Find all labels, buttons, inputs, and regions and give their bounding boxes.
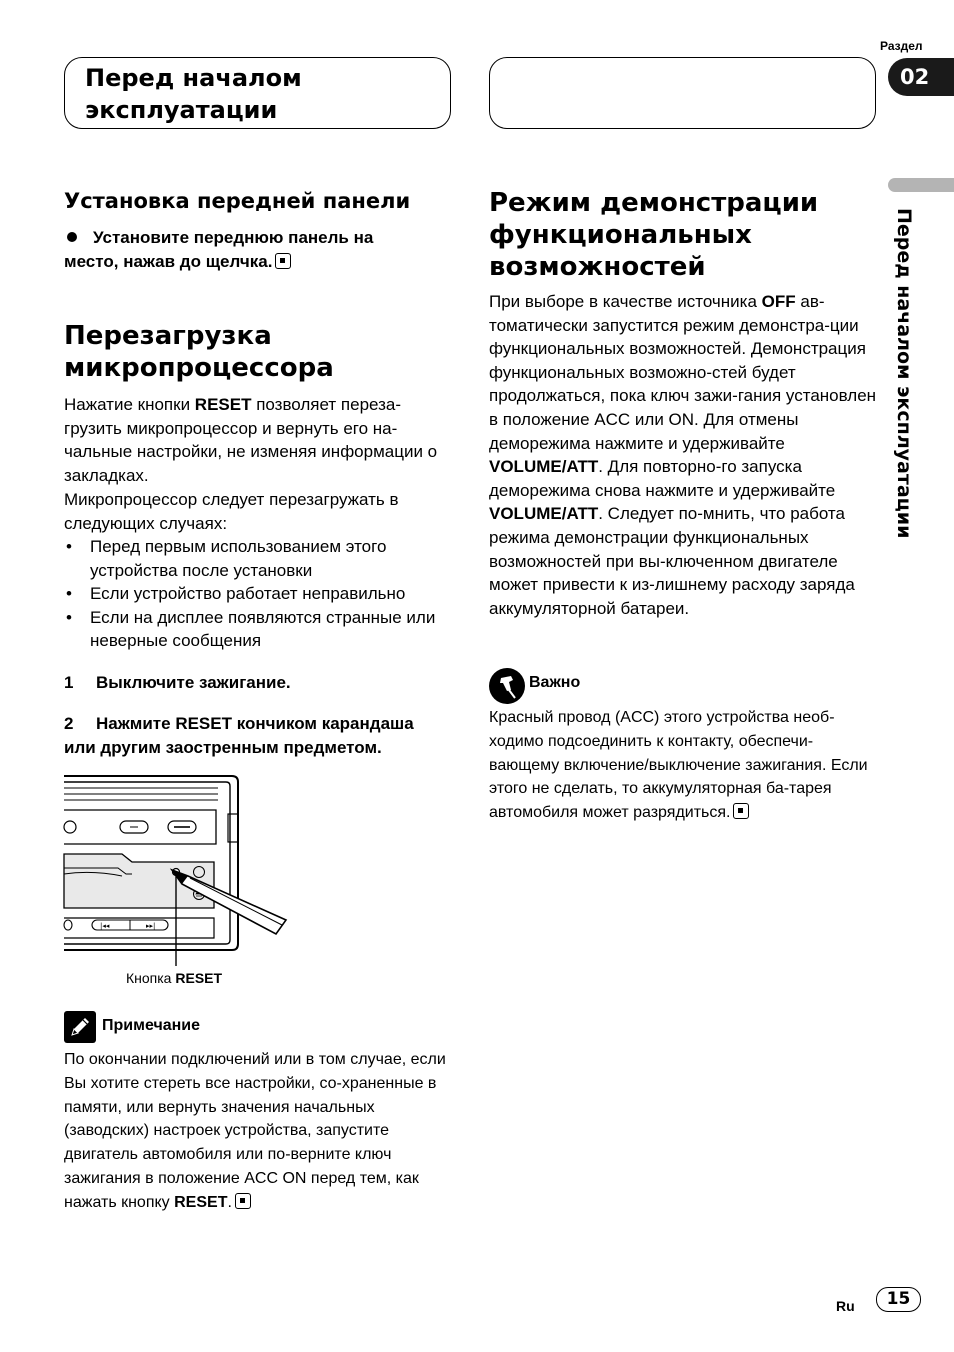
side-section-title: Перед началом эксплуатации: [893, 208, 915, 539]
section-number-badge: 02: [888, 58, 954, 96]
demo-paragraph: При выборе в качестве источника OFF ав-томатически запустится режим демонстра-ции функциональных возможностей. Демонстрация функциональных возможно-стей будет продолжаться, пока ключ зажи-гания установлен в положение ACC или ON. Для отмены деморежима нажмите и удерживайте VOLUME/ATT. Для повторно-го запуска деморежима снова нажмите и удерживайте VOLUME/ATT. Следует по-мнить, что работа режима демонстрации функциональных возможностей при вы-ключенном двигателе может привести к из-лишнему расходу заряда аккумуляторной батареи.: [489, 292, 877, 618]
note-label: Примечание: [102, 1017, 201, 1034]
end-mark-icon: [235, 1193, 251, 1209]
end-mark-icon: [275, 253, 291, 269]
page-title: Перед началом эксплуатации: [85, 64, 302, 124]
note-pencil-icon: [64, 1011, 96, 1043]
reboot-paragraph-2: Микропроцессор следует перезагружать в следующих случаях:: [64, 490, 399, 533]
step-1: [64, 671, 444, 695]
reset-key: RESET: [194, 395, 252, 414]
step-number: 1: [64, 673, 74, 692]
demo-heading-line2: функциональных: [489, 220, 752, 250]
reboot-heading-line2: микропроцессора: [64, 353, 334, 383]
header-right-box: [489, 57, 876, 129]
svg-text:|◂◂: |◂◂: [100, 922, 110, 930]
demo-heading: [489, 187, 879, 283]
step-text: Выключите зажигание.: [96, 673, 291, 692]
step-2: [64, 712, 450, 759]
install-step: [64, 226, 424, 273]
reboot-heading: [64, 320, 444, 384]
bullet-dot-icon: [67, 232, 77, 242]
note-text: По окончании подключений или в том случае, если Вы хотите стереть все настройки, со-храненные в памяти, или вернуть значения начальных (заводских) настроек устройства, запустите двигатель автомобиля или по-верните ключ зажигания в положение ACC ON перед тем, как нажать кнопку RESET.: [64, 1051, 446, 1211]
page-number: 15: [876, 1287, 921, 1312]
reset-button-figure: [62, 772, 294, 968]
important-text: Красный провод (ACC) этого устройства необ-ходимо подсоединить к контакту, обеспечи-вающему включение/выключение зажигания. Если этого не сделать, то аккумуляторная ба-тарея автомобиля может разрядиться.: [489, 709, 868, 822]
install-heading: Установка передней панели: [64, 189, 411, 213]
important-label: Важно: [529, 674, 581, 691]
demo-heading-line1: Режим демонстрации: [489, 188, 819, 218]
svg-text:▸▸|: ▸▸|: [146, 922, 156, 930]
list-item: • Если на дисплее появляются странные или неверные сообщения: [64, 606, 448, 653]
step-text: Нажмите RESET кончиком карандаша или другим заостренным предметом.: [64, 714, 414, 757]
figure-caption: Кнопка RESET: [126, 970, 223, 986]
side-tab-marker: [888, 178, 954, 192]
important-pin-icon: [489, 668, 525, 704]
section-label: Раздел: [880, 39, 923, 53]
reboot-cases-list: [64, 535, 448, 653]
reboot-heading-line1: Перезагрузка: [64, 321, 272, 351]
list-item: • Если устройство работает неправильно: [64, 582, 448, 606]
end-mark-icon: [733, 803, 749, 819]
language-code: Ru: [836, 1298, 855, 1314]
header-left-box: [64, 57, 451, 129]
install-step-text: Установите переднюю панель на место, нажав до щелчка.: [64, 228, 374, 271]
reboot-paragraph-1: Нажатие кнопки RESET позволяет переза-грузить микропроцессор и вернуть его на-чальные настройки, не изменяя информации о закладках.: [64, 395, 438, 485]
step-number: 2: [64, 714, 74, 733]
demo-heading-line3: возможностей: [489, 252, 706, 282]
list-item: • Перед первым использованием этого устройства после установки: [64, 535, 448, 582]
